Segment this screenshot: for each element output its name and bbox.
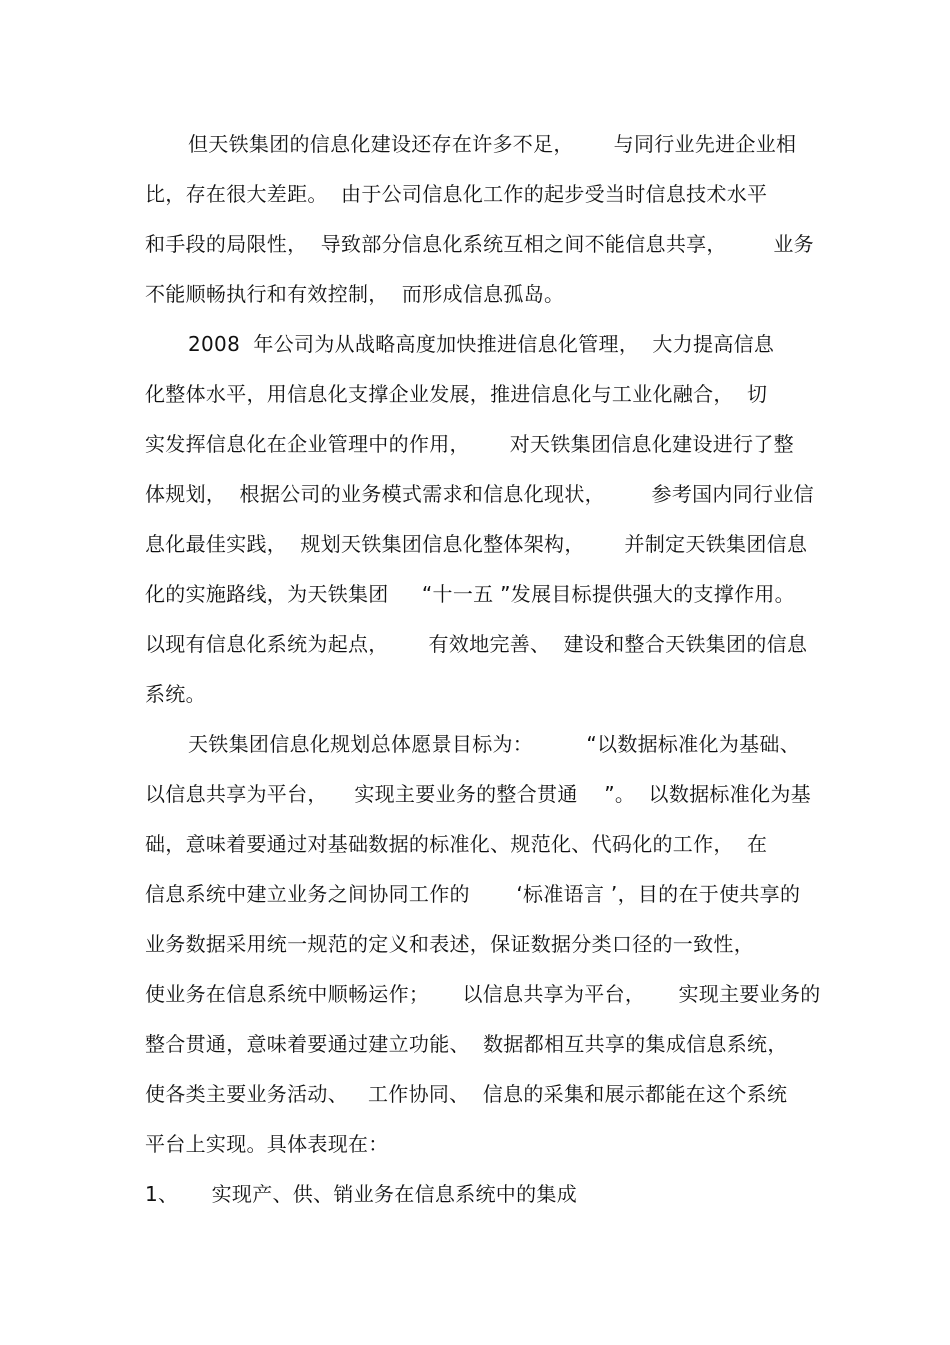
paragraph-2-line-7: 以现有信息化系统为起点， 有效地完善、 建设和整合天铁集团的信息: [145, 632, 808, 656]
paragraph-3-line-6: 使业务在信息系统中顺畅运作； 以信息共享为平台， 实现主要业务的: [145, 982, 821, 1006]
paragraph-3-line-9: 平台上实现。具体表现在：: [145, 1132, 389, 1156]
paragraph-2-line-1: 2008 年公司为从战略高度加快推进信息化管理， 大力提高信息: [188, 332, 775, 356]
paragraph-2-line-8: 系统。: [145, 682, 206, 706]
paragraph-3-line-3: 础，意味着要通过对基础数据的标准化、规范化、代码化的工作， 在: [145, 832, 768, 856]
paragraph-1-line-4: 不能顺畅执行和有效控制， 而形成信息孤岛。: [145, 282, 565, 306]
paragraph-3-line-1: 天铁集团信息化规划总体愿景目标为： “以数据标准化为基础、: [188, 732, 801, 756]
paragraph-2-line-5: 息化最佳实践， 规划天铁集团信息化整体架构， 并制定天铁集团信息: [145, 532, 808, 556]
list-item-1: 1、 实现产、供、销业务在信息系统中的集成: [145, 1182, 578, 1206]
paragraph-2-line-3: 实发挥信息化在企业管理中的作用， 对天铁集团信息化建设进行了整: [145, 432, 794, 456]
paragraph-2-line-2: 化整体水平，用信息化支撑企业发展，推进信息化与工业化融合， 切: [145, 382, 768, 406]
paragraph-1-line-2: 比，存在很大差距。 由于公司信息化工作的起步受当时信息技术水平: [145, 182, 768, 206]
paragraph-3-line-2: 以信息共享为平台， 实现主要业务的整合贯通 ”。 以数据标准化为基: [145, 782, 811, 806]
paragraph-1-line-1: 但天铁集团的信息化建设还存在许多不足， 与同行业先进企业相: [188, 132, 797, 156]
paragraph-2-line-4: 体规划， 根据公司的业务模式需求和信息化现状， 参考国内同行业信: [145, 482, 814, 506]
paragraph-3-line-5: 业务数据采用统一规范的定义和表述，保证数据分类口径的一致性，: [145, 932, 754, 956]
paragraph-3-line-8: 使各类主要业务活动、 工作协同、 信息的采集和展示都能在这个系统: [145, 1082, 788, 1106]
paragraph-1-line-3: 和手段的局限性， 导致部分信息化系统互相之间不能信息共享， 业务: [145, 232, 814, 256]
paragraph-3-line-4: 信息系统中建立业务之间协同工作的 ‘标准语言 ’，目的在于使共享的: [145, 882, 801, 906]
paragraph-2-line-6: 化的实施路线，为天铁集团 “十一五 ”发展目标提供强大的支撑作用。: [145, 582, 795, 606]
paragraph-3-line-7: 整合贯通，意味着要通过建立功能、 数据都相互共享的集成信息系统，: [145, 1032, 788, 1056]
